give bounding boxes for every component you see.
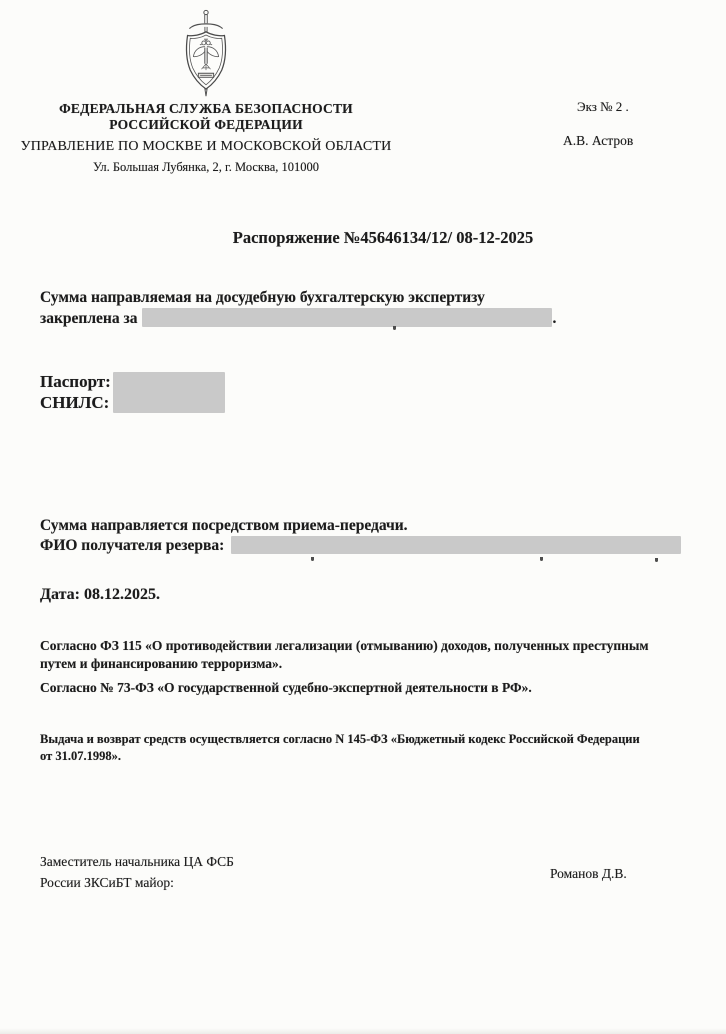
para1-line2-suffix: . [552, 309, 557, 327]
transfer-section [40, 516, 700, 555]
snils-label: СНИЛС: [40, 392, 110, 412]
law-reference-fz73: Согласно № 73-ФЗ «О государственной судебно-экспертной деятельности в РФ». [40, 680, 532, 695]
signer-position-line2: России ЗКСиБТ майор: [40, 874, 174, 890]
department-line: УПРАВЛЕНИЕ ПО МОСКВЕ И МОСКОВСКОЙ ОБЛАСТИ [20, 139, 392, 154]
redacted-assignee-block [142, 308, 552, 327]
org-name-line1: ФЕДЕРАЛЬНАЯ СЛУЖБА БЕЗОПАСНОСТИ [59, 101, 353, 116]
scan-bottom-edge [0, 1028, 726, 1034]
scan-artifact-mark [393, 326, 396, 330]
address-line: Ул. Большая Лубянка, 2, г. Москва, 101000 [92, 160, 320, 174]
law-reference-fz115: Согласно ФЗ 115 «О противодействии легализации (отмыванию) доходов, полученных преступным путем и финансированию терроризма». [40, 638, 649, 671]
scan-artifact-mark [655, 558, 658, 562]
recipient-label: ФИО получателя резерва: [40, 536, 225, 554]
para1-line2-prefix: закреплена за [40, 309, 138, 327]
identity-section [40, 372, 111, 413]
org-name-line2: РОССИЙСКОЙ ФЕДЕРАЦИИ [109, 117, 303, 132]
redacted-passport-snils-block [113, 372, 225, 413]
letterhead [0, 8, 412, 175]
redacted-recipient-name-block [231, 536, 681, 554]
signer-name: Романов Д.В. [550, 866, 627, 881]
fsb-emblem-icon [162, 8, 250, 98]
law-reference-fz145: Выдача и возврат средств осуществляется согласно N 145-ФЗ «Бюджетный кодекс Российской Федерации от 31.07.1998». [40, 732, 640, 763]
signer-position-line1: Заместитель начальника ЦА ФСБ [40, 854, 234, 869]
addressee-name: А.В. Астров [563, 133, 634, 148]
document-title: Распоряжение №45646134/12/ 08-12-2025 [232, 228, 534, 247]
scan-artifact-mark [540, 557, 543, 561]
passport-label: Паспорт: [40, 372, 111, 391]
signer-position [40, 852, 340, 893]
para1-line1: Сумма направляемая на досудебную бухгалтерскую экспертизу [40, 289, 485, 306]
date-line: Дата: 08.12.2025. [40, 586, 160, 603]
transfer-line: Сумма направляется посредством приема-передачи. [40, 517, 408, 534]
scan-artifact-mark [311, 557, 314, 561]
copy-number: Экз № 2 . [577, 99, 629, 114]
paragraph-sum-assignment [40, 289, 680, 328]
